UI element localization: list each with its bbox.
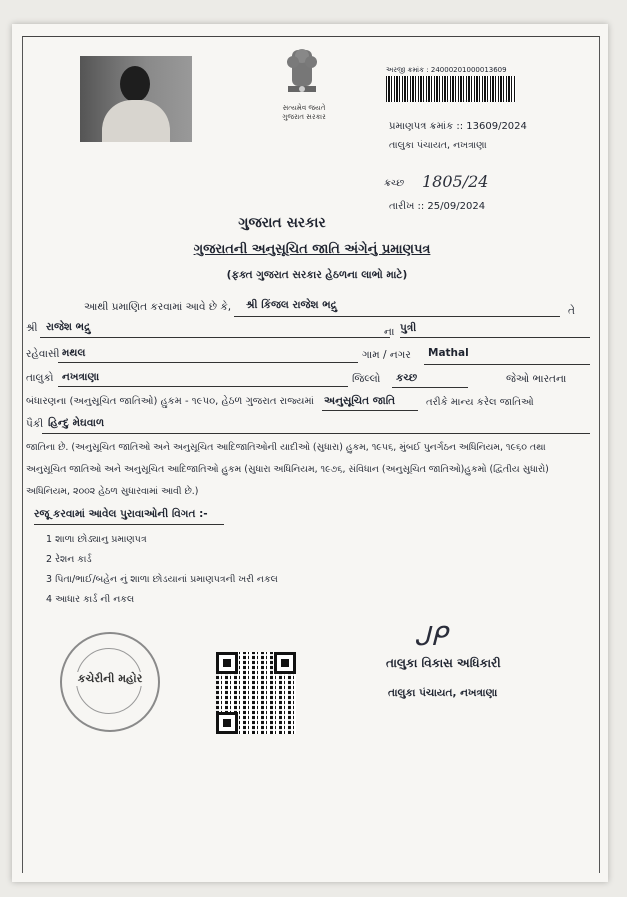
caste-underline [42, 433, 590, 434]
taluka-label: તાલુકો [26, 372, 54, 384]
certificate-date: તારીખ :: 25/09/2024 [389, 201, 486, 212]
taluka-underline [58, 386, 348, 387]
office-seal [60, 632, 160, 732]
applicant-photo [80, 56, 192, 142]
relation-underline [400, 337, 590, 338]
applicant-name: શ્રી કિંજલ રાજેશ ભદ્રુ [246, 299, 337, 311]
father-underline [40, 337, 390, 338]
page-border [22, 36, 600, 873]
district-value: કચ્છ [396, 372, 418, 384]
paiki-label: પૈકી [26, 418, 44, 430]
officer-signature: ᒍᑭ [414, 622, 447, 652]
emblem-govt-label: ગુજરાત સરકાર [282, 113, 326, 121]
documents-heading: રજૂ કરવામાં આવેલ પુરાવાઓની વિગત :- [34, 508, 208, 520]
emblem-motto: સત્યમેવ જયતે [282, 104, 326, 112]
village-value: Mathal [428, 347, 469, 359]
na-label: ના [384, 326, 395, 338]
seal-text: કચેરીની મહોર [66, 672, 154, 686]
national-emblem-icon [274, 42, 330, 102]
category-underline [322, 410, 418, 411]
recognized-text: તરીકે માન્ય કરેલ જાતિઓ [426, 397, 534, 408]
document-item: 4 આધાર કાર્ડ ની નકલ [46, 594, 135, 605]
officer-office: તાલુકા પંચાયત, નખત્રાણા [388, 687, 498, 699]
certify-label: આથી પ્રમાણિત કરવામાં આવે છે કે, [84, 301, 232, 313]
certificate-sheet [12, 24, 608, 882]
relation-value: પુત્રી [400, 322, 417, 334]
legal-paragraph-line-3: અધિનિયમ, ૨૦૦૨ હેઠળ સુધારવામાં આવી છે.) [26, 486, 199, 497]
resident-value: મથલ [62, 347, 86, 359]
resident-label: રહેવાસી [26, 348, 60, 360]
govt-title: ગુજરાત સરકાર [238, 215, 326, 231]
taluka-value: નખત્રાણા [62, 371, 100, 383]
document-item: 3 પિતા/ભાઈ/બહેન નું શાળા છોડયાનાં પ્રમાણપત્રની ખરી નકલ [46, 574, 278, 585]
village-underline [424, 364, 590, 365]
document-item: 2 રેશન કાર્ડ [46, 554, 92, 565]
document-item: 1 શાળા છોડ્યાનુ પ્રમાણપત્ર [46, 534, 147, 545]
district-label: જિલ્લો [352, 373, 381, 385]
documents-heading-underline [34, 524, 224, 525]
certificate-title: ગુજરાતની અનુસૂચિત જાતિ અંગેનું પ્રમાણપત્ર [193, 242, 431, 257]
outward-number: 1805/24 [422, 172, 489, 191]
emblem-caption [259, 104, 349, 122]
constitution-text: બંધારણના (અનુસૂચિત જાતિઓ) હુકમ - ૧૯૫૦, હેઠળ ગુજરાત રાજ્યમાં [26, 396, 314, 407]
application-number: અરજી ક્રમાંક : 24000201000013609 [386, 66, 507, 74]
legal-paragraph-line-2: અનુસૂચિત જાતિઓ અને અનુસૂચિત આદિજાતિઓ હુકમ (સુધારા અધિનિયમ, ૧૯૭૬, સંવિધાન (અનુસૂચિત જાતિઓ)હુકમો (દ્વિતીય સુધારો) [26, 464, 549, 475]
barcode [386, 76, 516, 102]
legal-paragraph-line-1: જાતિના છે. (અનુસૂચિત જાતિઓ અને અનુસૂચિત આદિજાતિઓની યાદીઓ (સુધારા) હુકમ, ૧૯૫૬, મુંબઈ પુનર્ગઠન અધિનિયમ, ૧૯૬૦ તથા [26, 442, 546, 453]
officer-title: તાલુકા વિકાસ અધિકારી [386, 656, 501, 670]
resident-underline [58, 362, 358, 363]
name-underline [234, 316, 560, 317]
certificate-number: પ્રમાણપત્ર ક્રમાંક :: 13609/2024 [389, 121, 527, 132]
caste-value: હિન્દુ મેઘવાળ [48, 417, 105, 429]
india-text: જેઓ ભારતના [506, 373, 567, 385]
village-label: ગામ / નગર [362, 349, 411, 361]
shri-label: શ્રી [26, 322, 38, 334]
category-value: અનુસૂચિત જાતિ [324, 395, 396, 407]
te-label: તે [568, 305, 575, 317]
father-name: રાજેશ ભદ્રુ [46, 321, 91, 333]
outward-label: ક્રચ્છ [384, 178, 405, 189]
header-office: તાલુકા પંચાયત, નખત્રાણા [389, 140, 487, 151]
certificate-subtitle: (ફક્ત ગુજરાત સરકાર હેઠળના લાભો માટે) [226, 269, 408, 281]
qr-code [216, 652, 296, 734]
district-underline [392, 387, 468, 388]
